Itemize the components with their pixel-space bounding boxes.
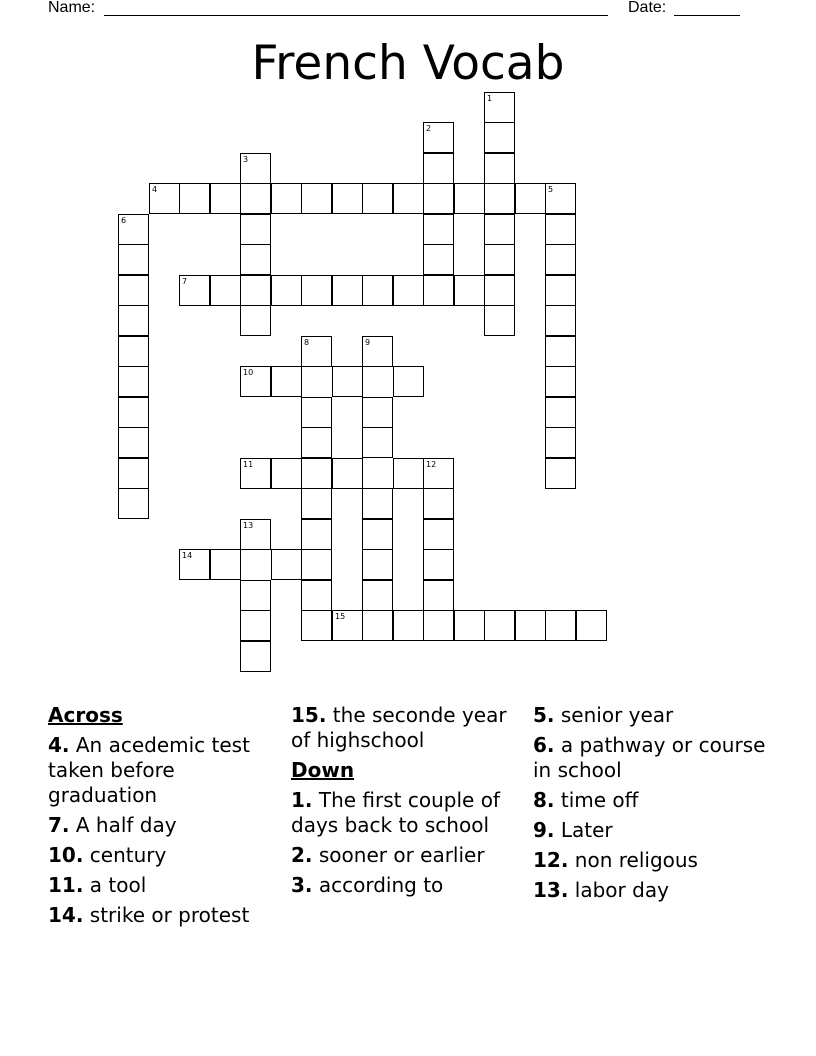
crossword-cell[interactable] [545, 458, 576, 489]
crossword-cell[interactable] [362, 519, 393, 550]
clue-number: 14 [182, 551, 193, 560]
crossword-cell[interactable] [484, 244, 515, 275]
crossword-cell[interactable] [423, 549, 454, 580]
crossword-cell[interactable] [423, 244, 454, 275]
crossword-cell[interactable] [362, 488, 393, 519]
clues-area [0, 700, 816, 1000]
crossword-cell[interactable] [545, 610, 576, 641]
crossword-cell[interactable] [393, 610, 424, 641]
crossword-cell[interactable] [332, 183, 363, 214]
clue-down-8: 8. time off [533, 788, 639, 812]
crossword-cell[interactable] [118, 275, 149, 306]
crossword-cell[interactable] [545, 336, 576, 367]
clue-across-11: 11. a tool [48, 873, 147, 897]
crossword-cell[interactable] [240, 305, 271, 336]
crossword-cell[interactable] [240, 275, 271, 306]
crossword-cell[interactable] [515, 610, 546, 641]
crossword-cell[interactable] [210, 275, 241, 306]
crossword-cell[interactable] [301, 519, 332, 550]
crossword-cell[interactable] [515, 183, 546, 214]
clue-across-7: 7. A half day [48, 813, 177, 837]
crossword-cell[interactable] [545, 244, 576, 275]
crossword-cell[interactable] [301, 427, 332, 458]
clue-number: 7 [182, 277, 188, 286]
clue-number: 10 [243, 368, 254, 377]
clue-down-6: 6. a pathway or course in school [533, 733, 766, 782]
clue-number: 5 [548, 185, 554, 194]
crossword-cell[interactable] [423, 488, 454, 519]
crossword-cell[interactable] [484, 183, 515, 214]
clue-down-9: 9. Later [533, 818, 613, 842]
clue-number: 9 [365, 338, 371, 347]
crossword-cell[interactable] [332, 275, 363, 306]
crossword-cell[interactable] [454, 275, 485, 306]
crossword-cell[interactable] [545, 366, 576, 397]
crossword-cell[interactable] [301, 275, 332, 306]
crossword-cell[interactable] [332, 366, 363, 397]
clue-column-2 [291, 703, 523, 903]
crossword-cell[interactable] [545, 427, 576, 458]
clue-down-12: 12. non religous [533, 848, 698, 872]
crossword-cell[interactable] [545, 305, 576, 336]
crossword-cell[interactable] [393, 183, 424, 214]
crossword-cell[interactable] [240, 641, 271, 672]
crossword-cell[interactable] [362, 427, 393, 458]
clue-down-13: 13. labor day [533, 878, 669, 902]
clue-number: 4 [152, 185, 158, 194]
crossword-cell-3[interactable] [240, 153, 271, 184]
crossword-cell[interactable] [118, 458, 149, 489]
crossword-cell[interactable] [423, 580, 454, 611]
crossword-cell[interactable] [423, 610, 454, 641]
crossword-cell[interactable] [118, 336, 149, 367]
clue-number: 1 [487, 94, 493, 103]
crossword-cell[interactable] [301, 488, 332, 519]
crossword-cell[interactable] [545, 214, 576, 245]
date-label: Date: [628, 0, 667, 16]
crossword-cell[interactable] [576, 610, 607, 641]
crossword-cell-13[interactable] [240, 519, 271, 550]
crossword-cell[interactable] [301, 397, 332, 428]
crossword-cell[interactable] [301, 458, 332, 489]
clue-across-4: 4. An acedemic test taken before graduation [48, 733, 250, 807]
crossword-cell-11[interactable] [240, 458, 271, 489]
crossword-cell[interactable] [362, 183, 393, 214]
down-heading: Down [291, 758, 355, 782]
clue-down-5: 5. senior year [533, 703, 674, 727]
crossword-cell[interactable] [454, 610, 485, 641]
clue-column-3 [533, 703, 773, 908]
crossword-cell[interactable] [362, 580, 393, 611]
crossword-cell-9[interactable] [362, 336, 393, 367]
clue-across-14: 14. strike or protest [48, 903, 250, 927]
crossword-cell[interactable] [393, 275, 424, 306]
crossword-cell[interactable] [118, 366, 149, 397]
clue-number: 3 [243, 155, 249, 164]
clue-down-3: 3. according to [291, 873, 444, 897]
crossword-cell[interactable] [271, 275, 302, 306]
crossword-cell[interactable] [423, 183, 454, 214]
clue-down-2: 2. sooner or earlier [291, 843, 485, 867]
crossword-cell[interactable] [118, 305, 149, 336]
crossword-cell[interactable] [362, 275, 393, 306]
crossword-cell[interactable] [271, 549, 302, 580]
clue-column-1 [48, 703, 288, 933]
crossword-cell[interactable] [484, 153, 515, 184]
across-heading: Across [48, 703, 123, 727]
crossword-cell[interactable] [423, 214, 454, 245]
crossword-cell[interactable] [423, 153, 454, 184]
crossword-cell-12[interactable] [423, 458, 454, 489]
crossword-cell[interactable] [179, 183, 210, 214]
crossword-cell-14[interactable] [179, 549, 210, 580]
crossword-cell[interactable] [362, 610, 393, 641]
crossword-cell[interactable] [545, 275, 576, 306]
crossword-cell[interactable] [393, 366, 424, 397]
crossword-cell-7[interactable] [179, 275, 210, 306]
crossword-cell[interactable] [423, 275, 454, 306]
clue-number: 6 [121, 216, 127, 225]
crossword-cell[interactable] [484, 214, 515, 245]
clue-number: 8 [304, 338, 310, 347]
crossword-cell[interactable] [118, 244, 149, 275]
page-title: French Vocab [251, 36, 565, 91]
crossword-cell[interactable] [484, 610, 515, 641]
crossword-cell-1[interactable] [484, 92, 515, 123]
crossword-cell-2[interactable] [423, 122, 454, 153]
crossword-cell[interactable] [271, 366, 302, 397]
crossword-cell[interactable] [484, 275, 515, 306]
crossword-cell[interactable] [210, 549, 241, 580]
crossword-cell-15[interactable] [332, 610, 363, 641]
crossword-cell[interactable] [484, 122, 515, 153]
crossword-cell[interactable] [118, 427, 149, 458]
crossword-cell[interactable] [484, 305, 515, 336]
clue-across-15: 15. the seconde year of highschool [291, 703, 507, 752]
name-label: Name: [48, 0, 96, 16]
crossword-cell[interactable] [118, 397, 149, 428]
clue-number: 11 [243, 460, 254, 469]
crossword-cell[interactable] [423, 519, 454, 550]
crossword-cell-10[interactable] [240, 366, 271, 397]
crossword-cell[interactable] [118, 488, 149, 519]
clue-number: 2 [426, 124, 432, 133]
clue-number: 12 [426, 460, 437, 469]
clue-number: 13 [243, 521, 254, 530]
clue-across-10: 10. century [48, 843, 167, 867]
crossword-cell[interactable] [240, 244, 271, 275]
crossword-cell[interactable] [301, 549, 332, 580]
crossword-cell[interactable] [332, 458, 363, 489]
crossword-cell-6[interactable] [118, 214, 149, 245]
crossword-cell[interactable] [240, 610, 271, 641]
crossword-cell[interactable] [240, 183, 271, 214]
crossword-cell[interactable] [362, 549, 393, 580]
crossword-cell-5[interactable] [545, 183, 576, 214]
crossword-cell[interactable] [240, 214, 271, 245]
crossword-cell[interactable] [271, 183, 302, 214]
crossword-cell-4[interactable] [149, 183, 180, 214]
crossword-cell[interactable] [301, 610, 332, 641]
crossword-cell[interactable] [362, 397, 393, 428]
crossword-cell-8[interactable] [301, 336, 332, 367]
clue-down-1: 1. The first couple of days back to school [291, 788, 500, 837]
crossword-cell[interactable] [545, 397, 576, 428]
crossword-cell[interactable] [271, 458, 302, 489]
clue-number: 15 [335, 612, 346, 621]
crossword-cell[interactable] [301, 580, 332, 611]
crossword-cell[interactable] [210, 183, 241, 214]
crossword-cell[interactable] [301, 183, 332, 214]
crossword-cell[interactable] [454, 183, 485, 214]
crossword-cell[interactable] [240, 580, 271, 611]
crossword-cell[interactable] [393, 458, 424, 489]
